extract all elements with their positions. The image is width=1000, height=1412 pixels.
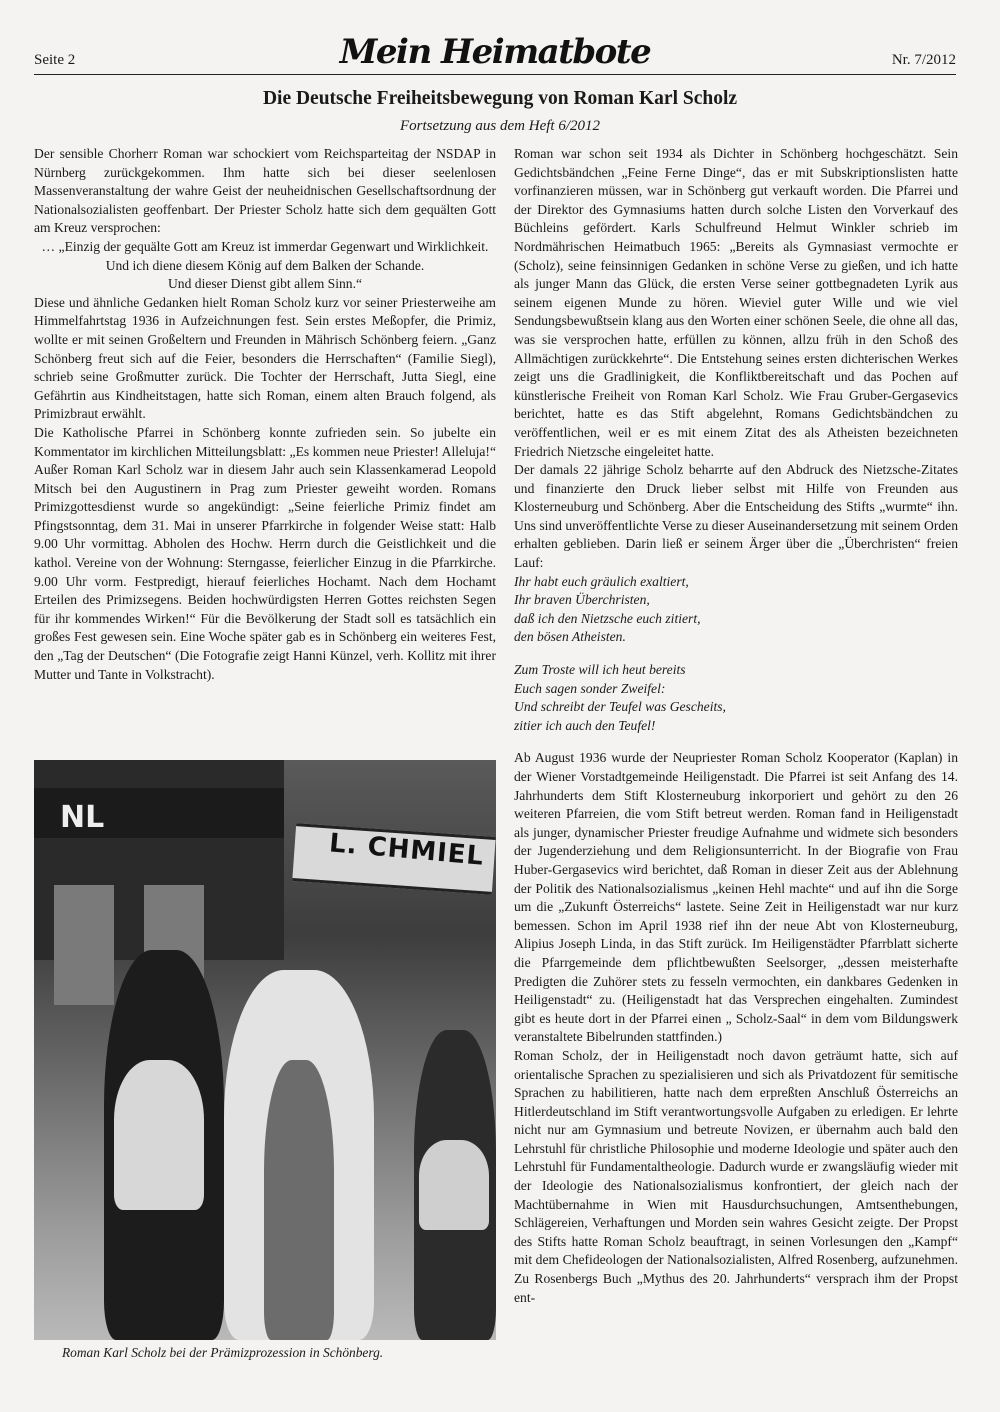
stanza-gap bbox=[514, 735, 958, 749]
shop-window bbox=[54, 885, 114, 1005]
poem-line: daß ich den Nietzsche euch zitiert, bbox=[514, 610, 701, 626]
newspaper-logo: Mein Heimatbote bbox=[339, 32, 651, 72]
paragraph: Roman Scholz, der in Heiligenstadt noch davon geträumt hatte, sich auf orientalische Sprachen zu spezialisieren und sich als Privatdozent für semitische Sprachen zu habilitieren, hatte nach dem erpreßten Anschluß Österreichs an Hitlerdeutschland im Stift verantwortungsvolle Aufgaben zu erledigen. Er lehrte nicht nur am Gymnasium und betreute Novizen, er übernahm auch bald den Lehrstuhl für christliche Philosophie und moderne Ideologie und später auch den Lehrstuhl für Fundamentaltheologie. Dadurch wurde er zwangsläufig wieder mit der Ideologie des Nationalsozialismus konfrontiert, der gleich nach der Machtübernahme in Wien mit Hausdurchsuchungen, Amtsenthebungen, Schlägereien, Verhaftungen und Morden sein wahres Gesicht zeigte. Der Propst des Stifts hatte Roman Scholz beauftragt, in seinen Vorlesungen den „Kampf“ mit dem Chefideologen der Nationalsozialisten, Alfred Rosenberg, aufzunehmen. Zu Rosenbergs Buch „Mythus des 20. Jahrhunderts“ versprach ihm der Propst ent- bbox=[514, 1047, 958, 1305]
paragraph: Ab August 1936 wurde der Neupriester Roman Scholz Kooperator (Kaplan) in der Wiener Vorstadtgemeinde Heiligenstadt. Die Pfarrei ist seit Anfang des 14. Jahrhunderts dem Stift Klosterneuburg inkorporiert und gehört zu den 26 weiteren Pfarreien, die vom Stift betreut werden. Roman fand in Heiligenstadt als junger, dynamischer Priester freudige Aufnahme und widmete sich besonders der Jugenderziehung und dem Religionsunterricht. In der Biografie von Frau Huber-Gergasevics wird berichtet, daß Roman in dieser Zeit aus der Ablehnung der Politik des Nationalsozialismus „keinen Hehl machte“ und auf ihn die Sorge um die „Zukunft Österreichs“ lastete. Seine Zeit in Heiligenstadt war nur kurz bemessen. Schon im April 1938 rief ihn der neue Abt von Klosterneuburg, Alipius Joseph Linda, in das Stift zurück. Im Heiligenstädter Pfarrblatt sicherte die Pfarrgemeinde dem pflichtbewußten Seelsorger, „dessen meisterhafte Predigten die Zuhörer stets zu fesseln vermochten, ein dankbares Gedenken in Heiligenstadt“ zu. (Heiligenstadt hat das Versprechen eingehalten. Zumindest gibt es heute dort in der Pfarrei einen „ Scholz-Saal“ in dem vom Bildungswerk veranstaltete Bibelrunden stattfinden.) bbox=[514, 750, 958, 1045]
page-header bbox=[34, 30, 956, 78]
issue-number: Nr. 7/2012 bbox=[891, 52, 956, 68]
surplice bbox=[419, 1140, 489, 1230]
procession-photo bbox=[34, 760, 496, 1340]
shop-sign-text: L. CHMIEL bbox=[327, 828, 486, 872]
paragraph: Der sensible Chorherr Roman war schockiert vom Reichsparteitag der NSDAP in Nürnberg zurückgekommen. Ihm hatte sich bei dieser seelenlosen Massenveranstaltung der wahre Geist der neuheidnischen Gesellschaftsordnung der Nationalsozialisten geoffenbart. Der Priester Scholz hatte sich dem gequälten Gott am Kreuz versprochen: bbox=[34, 146, 496, 236]
paragraph: Der damals 22 jährige Scholz beharrte auf den Abdruck des Nietzsche-Zitates und finanzierte den Druck lieber selbst mit Hilfe von Freunden aus Klosterneuburg und Schönberg. Aber die Entscheidung des Stifts „wurmte“ ihn. Uns sind unveröffentlichte Verse zu dieser Auseinandersetzung mit seinem Orden erhalten geblieben. Darin ließ er seinem Ärger über die „Überchristen“ freien Lauf: bbox=[514, 462, 958, 571]
right-column bbox=[514, 145, 958, 1307]
poem-line: Ihr habt euch gräulich exaltiert, bbox=[514, 573, 689, 589]
quote-line: Und dieser Dienst gibt allem Sinn.“ bbox=[167, 276, 363, 292]
stanza-gap bbox=[514, 647, 958, 661]
article-subtitle: Fortsetzung aus dem Heft 6/2012 bbox=[400, 118, 600, 134]
poem-line: Euch sagen sonder Zweifel: bbox=[514, 680, 666, 696]
poem-line: Und schreibt der Teufel was Gescheits, bbox=[514, 699, 726, 715]
vestment bbox=[264, 1060, 334, 1340]
poem-line: den bösen Atheisten. bbox=[514, 629, 626, 645]
poem-line: Zum Troste will ich heut bereits bbox=[514, 662, 686, 678]
poem-line: Ihr braven Überchristen, bbox=[514, 592, 650, 608]
photo-caption: Roman Karl Scholz bei der Prämizprozession in Schönberg. bbox=[62, 1345, 384, 1360]
storefront-text: NL bbox=[60, 800, 105, 835]
quote-line: Und ich diene diesem König auf dem Balken der Schande. bbox=[105, 257, 425, 273]
poem-line: zitier ich auch den Teufel! bbox=[514, 717, 656, 733]
page-number: Seite 2 bbox=[34, 52, 76, 68]
paragraph: Roman war schon seit 1934 als Dichter in Schönberg hochgeschätzt. Sein Gedichtsbändchen „Feine Ferne Dinge“, das er mit Subskriptionslisten hatte vorfinanzieren müssen, war in Schönberg gut verkauft worden. Die Pfarrei und der Direktor des Gymnasiums hatten durch solche Listen den Vorverkauf des Büchleins gefördert. Karls Schulfreund Helmut Winkler schrieb im Nordmährischen Heimatbuch 1965: „Bereits als Gymnasiast vermochte er (Scholz), seine feinsinnigen Gedanken in schöne Verse zu gießen, und ich hatte als junger Mann das Glück, die ersten Verse seiner gottbegnadeten Lyrik aus seinem eigenen Munde zu hören. Wieviel guter Wille und wie viel Sendungsbewußtsein klang aus den Worten einer schönen Seele, die ohne all das, was sie versprochen hatte, erfüllen zu können, allzu früh in den Schoß des Allmächtigen zurückkehrte“. Die Entstehung seines ersten dichterischen Werkes zeigt uns die Gradlinigkeit, die Konfliktbereitschaft und das Pochen auf künstlerische Freiheit von Roman Karl Scholz. Wie Frau Gruber-Gergasevics berichtet, hatte es das Stift abgelehnt, Romans Gedichtsbändchen zu veröffentlichen, weil er es mit einem Zitat des als Atheisten bezeichneten Friedrich Nietzsche eingeleitet hatte. bbox=[514, 146, 958, 459]
left-column bbox=[34, 145, 496, 684]
paragraph: Die Katholische Pfarrei in Schönberg konnte zufrieden sein. So jubelte ein Kommentator im kirchlichen Mitteilungsblatt: „Es kommen neue Priester! Alleluja!“ Außer Roman Karl Scholz war in diesem Jahr auch sein Klassenkamerad Leopold Mitsch bei den Augustinern in Prag zum Priester geweiht worden. Romans Primizgottesdienst wurde so angekündigt: „Seine feierliche Primiz findet am Pfingstsonntag, dem 31. Mai in unserer Pfarrkirche in folgender Weise statt: Halb 9.00 Uhr vormittag. Abholen des Hochw. Herrn durch die Geistlichkeit und die kathol. Vereine von der Wohnung: Sterngasse, feierlicher Einzug in die Pfarrkirche. 9.00 Uhr vorm. Festpredigt, hierauf feierliches Hochamt. Nach dem Hochamt Erteilen des Primizsegens. Beiden hochwürdigsten Herren Gottes reichsten Segen für ihr kommendes Wirken!“ Für die Bevölkerung der Stadt soll es tatsächlich ein großes Fest gewesen sein. Eine Woche später gab es in Schönberg ein weiteres Fest, den „Tag der Deutschen“ (Die Fotografie zeigt Hanni Künzel, verh. Kollitz mit ihrer Mutter und Tante in Volkstracht). bbox=[34, 424, 496, 682]
quote-line: … „Einzig der gequälte Gott am Kreuz ist immerdar Gegenwart und Wirklichkeit. bbox=[41, 238, 489, 254]
article-title: Die Deutsche Freiheitsbewegung von Roman Karl Scholz bbox=[262, 88, 738, 109]
paragraph: Diese und ähnliche Gedanken hielt Roman Scholz kurz vor seiner Priesterweihe am Himmelfahrtstag 1936 in Aufzeichnungen fest. Sein erstes Meßopfer, die Primiz, wollte er mit seinen Großeltern und Freunden in Mährisch Schönberg feiern. „Ganz Schönberg freut sich auf die Feier, besonders die Herrschaften“ (Familie Siegl), schrieb seine Großmutter zurück. Die Tochter der Herrschaft, Jutta Siegl, eine Gefährtin aus Kindheitstagen, hatte sich Roman, einem alten Brauch folgend, als Primizbraut erwählt. bbox=[34, 294, 496, 422]
header-rule bbox=[34, 74, 956, 75]
surplice bbox=[114, 1060, 204, 1210]
